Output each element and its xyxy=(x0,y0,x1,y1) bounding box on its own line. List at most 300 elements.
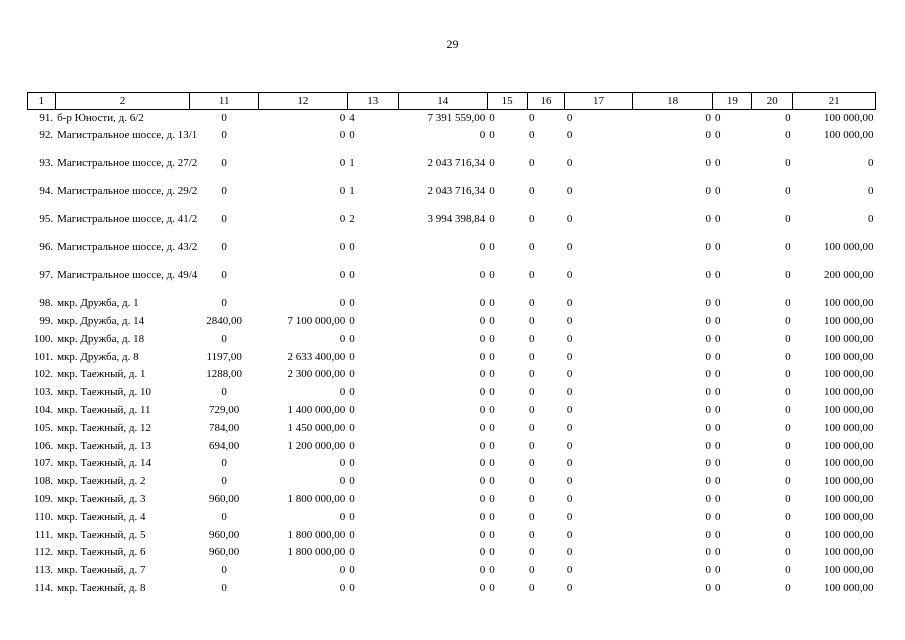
col-20-cell: 0 xyxy=(785,315,791,328)
table-row xyxy=(28,313,876,331)
col-17-cell: 0 xyxy=(566,297,573,310)
col-15-cell: 0 xyxy=(489,297,495,310)
col-20-cell: 0 xyxy=(785,439,791,452)
row-number-cell: 104. xyxy=(33,404,54,417)
address-cell: Магистральное шоссе, д. 41/2 xyxy=(57,213,198,226)
col-12-cell: 0 xyxy=(339,510,346,523)
col-11-cell: 0 xyxy=(221,185,227,198)
col-14-cell: 0 xyxy=(479,386,486,399)
col-20-cell: 0 xyxy=(785,185,791,198)
table-row xyxy=(28,331,876,349)
col-18-cell: 0 xyxy=(705,564,711,577)
col-16-cell: 0 xyxy=(529,332,535,345)
col-11-cell: 0 xyxy=(221,564,227,577)
table-row xyxy=(28,239,876,267)
col-13-cell: 0 xyxy=(349,129,355,142)
col-20-cell: 0 xyxy=(785,404,791,417)
col-21-cell: 100 000,00 xyxy=(824,241,874,254)
row-number-cell: 111. xyxy=(34,528,54,541)
col-16-cell: 0 xyxy=(529,493,535,506)
col-21-cell: 100 000,00 xyxy=(824,564,874,577)
col-14-cell: 0 xyxy=(479,475,486,488)
col-13-cell: 2 xyxy=(349,213,355,226)
col-13-cell: 0 xyxy=(349,475,355,488)
address-cell: Магистральное шоссе, д. 27/2 xyxy=(57,157,198,170)
row-number-cell: 95. xyxy=(39,213,54,226)
col-18-cell: 0 xyxy=(705,332,711,345)
address-cell: мкр. Дружба, д. 18 xyxy=(57,332,145,345)
table-row xyxy=(28,509,876,527)
col-13-cell: 1 xyxy=(349,157,355,170)
table-row xyxy=(28,127,876,155)
address-cell: мкр. Таежный, д. 2 xyxy=(57,475,146,488)
col-12-cell: 1 450 000,00 xyxy=(287,421,346,434)
col-14-cell: 3 994 398,84 xyxy=(427,213,486,226)
col-15-cell: 0 xyxy=(489,457,495,470)
col-13-cell: 0 xyxy=(349,350,355,363)
col-18-cell: 0 xyxy=(705,297,711,310)
col-12-cell: 0 xyxy=(339,112,346,124)
row-number-cell: 91. xyxy=(39,112,54,124)
col-11-cell: 960,00 xyxy=(209,493,240,506)
col-14-cell: 0 xyxy=(479,439,486,452)
col-21-cell: 100 000,00 xyxy=(824,528,874,541)
col-16-cell: 0 xyxy=(529,269,535,282)
col-19-cell: 0 xyxy=(714,297,721,310)
col-20-cell: 0 xyxy=(785,241,791,254)
col-20-cell: 0 xyxy=(785,510,791,523)
col-16-cell: 0 xyxy=(529,404,535,417)
col-13-cell: 0 xyxy=(349,564,355,577)
address-cell: мкр. Таежный, д. 12 xyxy=(57,421,151,434)
address-cell: мкр. Дружба, д. 1 xyxy=(57,297,139,310)
address-cell: мкр. Дружба, д. 14 xyxy=(57,315,145,328)
col-15-cell: 0 xyxy=(489,386,495,399)
col-14-cell: 2 043 716,34 xyxy=(427,157,486,170)
col-16-cell: 0 xyxy=(529,157,535,170)
col-11-cell: 729,00 xyxy=(209,404,240,417)
col-16-cell: 0 xyxy=(529,386,535,399)
col-21-cell: 100 000,00 xyxy=(824,475,874,488)
col-18-cell: 0 xyxy=(705,185,711,198)
col-17-cell: 0 xyxy=(566,404,573,417)
col-19-cell: 0 xyxy=(714,157,721,170)
col-19-cell: 0 xyxy=(714,475,721,488)
address-cell: Магистральное шоссе, д. 13/1 xyxy=(57,129,198,142)
col-11-cell: 0 xyxy=(221,582,227,595)
address-cell: Магистральное шоссе, д. 29/2 xyxy=(57,185,198,198)
col-12-cell: 1 200 000,00 xyxy=(287,439,346,452)
col-15-cell: 0 xyxy=(489,213,495,226)
col-11-cell: 1288,00 xyxy=(206,368,243,381)
col-16-cell: 0 xyxy=(529,439,535,452)
col-18-cell: 0 xyxy=(705,269,711,282)
col-20-cell: 0 xyxy=(785,457,791,470)
col-13-cell: 0 xyxy=(349,386,355,399)
col-12-cell: 0 xyxy=(339,457,346,470)
address-cell: мкр. Таежный, д. 13 xyxy=(57,439,151,452)
row-number-cell: 112. xyxy=(34,546,54,559)
col-14-cell: 0 xyxy=(479,129,486,142)
col-19-cell: 0 xyxy=(714,350,721,363)
column-header: 12 xyxy=(258,93,347,110)
column-header: 17 xyxy=(565,93,632,110)
address-cell: Магистральное шоссе, д. 49/4 xyxy=(57,269,198,282)
table-row xyxy=(28,155,876,183)
col-17-cell: 0 xyxy=(566,510,573,523)
col-16-cell: 0 xyxy=(529,421,535,434)
col-17-cell: 0 xyxy=(566,269,573,282)
column-header: 21 xyxy=(793,93,876,110)
col-19-cell: 0 xyxy=(714,528,721,541)
col-15-cell: 0 xyxy=(489,493,495,506)
col-14-cell: 0 xyxy=(479,368,486,381)
col-13-cell: 0 xyxy=(349,582,355,595)
col-13-cell: 1 xyxy=(349,185,355,198)
col-12-cell: 0 xyxy=(339,582,346,595)
col-12-cell: 0 xyxy=(339,241,346,254)
col-19-cell: 0 xyxy=(714,185,721,198)
col-13-cell: 0 xyxy=(349,368,355,381)
col-12-cell: 0 xyxy=(339,129,346,142)
data-table xyxy=(27,92,876,598)
col-13-cell: 0 xyxy=(349,421,355,434)
col-11-cell: 960,00 xyxy=(209,528,240,541)
col-13-cell: 0 xyxy=(349,510,355,523)
col-19-cell: 0 xyxy=(714,439,721,452)
row-number-cell: 107. xyxy=(33,457,54,470)
table-row xyxy=(28,420,876,438)
row-number-cell: 102. xyxy=(33,368,54,381)
col-12-cell: 0 xyxy=(339,185,346,198)
col-17-cell: 0 xyxy=(566,457,573,470)
col-11-cell: 0 xyxy=(221,475,227,488)
col-16-cell: 0 xyxy=(529,368,535,381)
address-cell: мкр. Таежный, д. 1 xyxy=(57,368,146,381)
col-20-cell: 0 xyxy=(785,386,791,399)
col-11-cell: 0 xyxy=(221,269,227,282)
column-header: 18 xyxy=(632,93,713,110)
col-19-cell: 0 xyxy=(714,546,721,559)
col-20-cell: 0 xyxy=(785,350,791,363)
col-16-cell: 0 xyxy=(529,528,535,541)
col-14-cell: 0 xyxy=(479,457,486,470)
address-cell: мкр. Таежный, д. 11 xyxy=(57,404,151,417)
table-row xyxy=(28,366,876,384)
col-17-cell: 0 xyxy=(566,332,573,345)
col-16-cell: 0 xyxy=(529,457,535,470)
col-19-cell: 0 xyxy=(714,564,721,577)
col-11-cell: 0 xyxy=(221,213,227,226)
address-cell: мкр. Таежный, д. 3 xyxy=(57,493,146,506)
col-15-cell: 0 xyxy=(489,241,495,254)
col-11-cell: 0 xyxy=(221,510,227,523)
col-12-cell: 1 800 000,00 xyxy=(287,493,346,506)
col-18-cell: 0 xyxy=(705,546,711,559)
col-12-cell: 0 xyxy=(339,564,346,577)
col-20-cell: 0 xyxy=(785,157,791,170)
row-number-cell: 103. xyxy=(33,386,54,399)
col-12-cell: 2 300 000,00 xyxy=(287,368,346,381)
col-18-cell: 0 xyxy=(705,510,711,523)
col-20-cell: 0 xyxy=(785,564,791,577)
col-17-cell: 0 xyxy=(566,241,573,254)
col-18-cell: 0 xyxy=(705,493,711,506)
column-header: 13 xyxy=(347,93,398,110)
col-16-cell: 0 xyxy=(529,564,535,577)
col-17-cell: 0 xyxy=(566,315,573,328)
col-17-cell: 0 xyxy=(566,213,573,226)
col-13-cell: 0 xyxy=(349,493,355,506)
col-15-cell: 0 xyxy=(489,368,495,381)
col-17-cell: 0 xyxy=(566,185,573,198)
column-header: 1 xyxy=(28,93,56,110)
col-19-cell: 0 xyxy=(714,368,721,381)
col-11-cell: 0 xyxy=(221,297,227,310)
col-15-cell: 0 xyxy=(489,185,495,198)
table-row xyxy=(28,183,876,211)
col-13-cell: 0 xyxy=(349,404,355,417)
col-11-cell: 1197,00 xyxy=(206,350,242,363)
address-cell: мкр. Таежный, д. 7 xyxy=(57,564,146,577)
row-number-cell: 113. xyxy=(34,564,54,577)
table-row xyxy=(28,402,876,420)
col-18-cell: 0 xyxy=(705,404,711,417)
row-number-cell: 96. xyxy=(39,241,54,254)
col-20-cell: 0 xyxy=(785,546,791,559)
col-11-cell: 0 xyxy=(221,129,227,142)
address-cell: мкр. Таежный, д. 14 xyxy=(57,457,151,470)
col-14-cell: 0 xyxy=(479,493,486,506)
table-row xyxy=(28,491,876,509)
col-21-cell: 100 000,00 xyxy=(824,332,874,345)
col-21-cell: 100 000,00 xyxy=(824,582,874,595)
row-number-cell: 114. xyxy=(34,582,54,595)
col-21-cell: 0 xyxy=(868,213,874,226)
column-header: 14 xyxy=(398,93,487,110)
col-13-cell: 0 xyxy=(349,439,355,452)
col-20-cell: 0 xyxy=(785,421,791,434)
col-15-cell: 0 xyxy=(489,332,495,345)
col-12-cell: 0 xyxy=(339,332,346,345)
col-18-cell: 0 xyxy=(705,582,711,595)
col-16-cell: 0 xyxy=(529,510,535,523)
col-11-cell: 0 xyxy=(221,457,227,470)
col-13-cell: 0 xyxy=(349,546,355,559)
row-number-cell: 94. xyxy=(39,185,54,198)
col-11-cell: 0 xyxy=(221,241,227,254)
col-11-cell: 694,00 xyxy=(209,439,240,452)
row-number-cell: 100. xyxy=(33,332,54,345)
row-number-cell: 93. xyxy=(39,157,54,170)
row-number-cell: 105. xyxy=(33,421,54,434)
col-17-cell: 0 xyxy=(566,475,573,488)
col-13-cell: 0 xyxy=(349,528,355,541)
col-13-cell: 0 xyxy=(349,269,355,282)
col-19-cell: 0 xyxy=(714,241,721,254)
col-19-cell: 0 xyxy=(714,386,721,399)
col-17-cell: 0 xyxy=(566,368,573,381)
col-14-cell: 0 xyxy=(479,564,486,577)
col-20-cell: 0 xyxy=(785,112,791,124)
col-15-cell: 0 xyxy=(489,564,495,577)
table-row xyxy=(28,455,876,473)
col-14-cell: 0 xyxy=(479,546,486,559)
col-11-cell: 784,00 xyxy=(209,421,240,434)
col-16-cell: 0 xyxy=(529,546,535,559)
col-14-cell: 0 xyxy=(479,241,486,254)
col-11-cell: 0 xyxy=(221,157,227,170)
col-21-cell: 100 000,00 xyxy=(824,315,874,328)
col-12-cell: 0 xyxy=(339,269,346,282)
col-15-cell: 0 xyxy=(489,350,495,363)
col-17-cell: 0 xyxy=(566,493,573,506)
col-15-cell: 0 xyxy=(489,439,495,452)
address-cell: б-р Юности, д. 6/2 xyxy=(57,112,144,124)
col-20-cell: 0 xyxy=(785,475,791,488)
col-19-cell: 0 xyxy=(714,332,721,345)
row-number-cell: 99. xyxy=(39,315,54,328)
table-row xyxy=(28,349,876,367)
col-14-cell: 0 xyxy=(479,510,486,523)
col-15-cell: 0 xyxy=(489,315,495,328)
row-number-cell: 101. xyxy=(33,350,54,363)
col-18-cell: 0 xyxy=(705,350,711,363)
table-row xyxy=(28,211,876,239)
col-15-cell: 0 xyxy=(489,421,495,434)
col-17-cell: 0 xyxy=(566,582,573,595)
table-row xyxy=(28,438,876,456)
col-19-cell: 0 xyxy=(714,493,721,506)
col-18-cell: 0 xyxy=(705,129,711,142)
col-17-cell: 0 xyxy=(566,350,573,363)
address-cell: Магистральное шоссе, д. 43/2 xyxy=(57,241,198,254)
col-21-cell: 100 000,00 xyxy=(824,439,874,452)
col-18-cell: 0 xyxy=(705,386,711,399)
col-16-cell: 0 xyxy=(529,129,535,142)
col-12-cell: 7 100 000,00 xyxy=(287,315,346,328)
col-20-cell: 0 xyxy=(785,213,791,226)
col-14-cell: 0 xyxy=(479,528,486,541)
col-16-cell: 0 xyxy=(529,315,535,328)
col-15-cell: 0 xyxy=(489,475,495,488)
col-16-cell: 0 xyxy=(529,475,535,488)
col-21-cell: 200 000,00 xyxy=(824,269,874,282)
column-header: 11 xyxy=(190,93,258,110)
col-14-cell: 0 xyxy=(479,421,486,434)
col-17-cell: 0 xyxy=(566,157,573,170)
address-cell: мкр. Таежный, д. 6 xyxy=(57,546,146,559)
address-cell: мкр. Таежный, д. 10 xyxy=(57,386,151,399)
table-row xyxy=(28,527,876,545)
col-20-cell: 0 xyxy=(785,269,791,282)
col-12-cell: 0 xyxy=(339,213,346,226)
col-21-cell: 100 000,00 xyxy=(824,457,874,470)
col-18-cell: 0 xyxy=(705,112,711,124)
col-21-cell: 100 000,00 xyxy=(824,386,874,399)
col-18-cell: 0 xyxy=(705,368,711,381)
col-21-cell: 100 000,00 xyxy=(824,546,874,559)
col-15-cell: 0 xyxy=(489,404,495,417)
col-18-cell: 0 xyxy=(705,439,711,452)
col-21-cell: 0 xyxy=(868,185,874,198)
col-18-cell: 0 xyxy=(705,213,711,226)
col-18-cell: 0 xyxy=(705,157,711,170)
col-12-cell: 0 xyxy=(339,297,346,310)
col-16-cell: 0 xyxy=(529,582,535,595)
col-21-cell: 100 000,00 xyxy=(824,112,874,124)
col-12-cell: 1 400 000,00 xyxy=(287,404,346,417)
col-17-cell: 0 xyxy=(566,528,573,541)
col-21-cell: 100 000,00 xyxy=(824,510,874,523)
column-header: 16 xyxy=(527,93,565,110)
col-15-cell: 0 xyxy=(489,269,495,282)
col-19-cell: 0 xyxy=(714,404,721,417)
col-12-cell: 1 800 000,00 xyxy=(287,528,346,541)
table-header xyxy=(28,93,876,110)
col-16-cell: 0 xyxy=(529,297,535,310)
table-row xyxy=(28,267,876,295)
col-14-cell: 7 391 559,00 xyxy=(427,112,486,124)
col-19-cell: 0 xyxy=(714,213,721,226)
table-row xyxy=(28,544,876,562)
col-14-cell: 0 xyxy=(479,404,486,417)
column-header: 2 xyxy=(55,93,190,110)
col-17-cell: 0 xyxy=(566,421,573,434)
col-15-cell: 0 xyxy=(489,129,495,142)
address-cell: мкр. Таежный, д. 8 xyxy=(57,582,146,595)
table-row xyxy=(28,580,876,598)
col-20-cell: 0 xyxy=(785,332,791,345)
col-13-cell: 0 xyxy=(349,332,355,345)
col-17-cell: 0 xyxy=(566,112,573,124)
col-21-cell: 100 000,00 xyxy=(824,297,874,310)
table-row xyxy=(28,562,876,580)
col-20-cell: 0 xyxy=(785,528,791,541)
col-11-cell: 0 xyxy=(221,112,227,124)
col-15-cell: 0 xyxy=(489,510,495,523)
col-12-cell: 1 800 000,00 xyxy=(287,546,346,559)
col-21-cell: 100 000,00 xyxy=(824,493,874,506)
col-18-cell: 0 xyxy=(705,528,711,541)
col-19-cell: 0 xyxy=(714,510,721,523)
col-21-cell: 100 000,00 xyxy=(824,350,874,363)
col-19-cell: 0 xyxy=(714,129,721,142)
col-18-cell: 0 xyxy=(705,457,711,470)
col-21-cell: 100 000,00 xyxy=(824,368,874,381)
address-cell: мкр. Таежный, д. 4 xyxy=(57,510,146,523)
header-row xyxy=(28,93,876,110)
col-19-cell: 0 xyxy=(714,112,721,124)
col-14-cell: 0 xyxy=(479,297,486,310)
col-11-cell: 0 xyxy=(221,332,227,345)
address-cell: мкр. Таежный, д. 5 xyxy=(57,528,146,541)
row-number-cell: 109. xyxy=(33,493,54,506)
col-21-cell: 100 000,00 xyxy=(824,421,874,434)
col-14-cell: 0 xyxy=(479,332,486,345)
col-15-cell: 0 xyxy=(489,157,495,170)
col-17-cell: 0 xyxy=(566,129,573,142)
col-14-cell: 2 043 716,34 xyxy=(427,185,486,198)
row-number-cell: 108. xyxy=(33,475,54,488)
table-row xyxy=(28,295,876,313)
col-19-cell: 0 xyxy=(714,457,721,470)
row-number-cell: 97. xyxy=(39,269,54,282)
col-18-cell: 0 xyxy=(705,421,711,434)
col-19-cell: 0 xyxy=(714,421,721,434)
table-body xyxy=(28,110,876,598)
col-21-cell: 100 000,00 xyxy=(824,404,874,417)
